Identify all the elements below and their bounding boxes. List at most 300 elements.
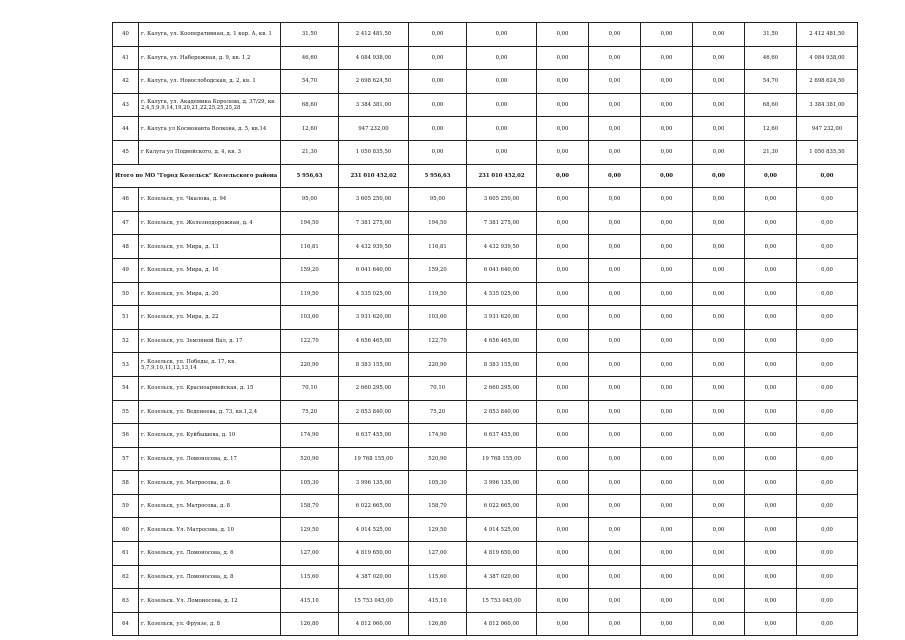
value-cell-c6: 7 381 275,00 <box>467 211 537 235</box>
value-cell-c11: 0,00 <box>745 424 797 448</box>
row-number-cell: 40 <box>113 23 139 47</box>
value-cell-c7: 0,00 <box>537 188 589 212</box>
value-cell-c8: 0,00 <box>589 494 641 518</box>
value-cell-c7: 0,00 <box>537 282 589 306</box>
value-cell-c12: 3 384 381,00 <box>797 93 858 117</box>
row-number-cell: 62 <box>113 565 139 589</box>
value-cell-c3: 68,60 <box>281 93 339 117</box>
value-cell-c4: 3 384 381,00 <box>339 93 409 117</box>
value-cell-c10: 0,00 <box>693 376 745 400</box>
value-cell-c4: 2 698 624,50 <box>339 70 409 94</box>
value-cell-c8: 0,00 <box>589 565 641 589</box>
value-cell-c12: 0,00 <box>797 424 858 448</box>
table-row <box>113 471 858 495</box>
row-number-cell: 53 <box>113 353 139 377</box>
row-number-cell: 49 <box>113 258 139 282</box>
table-row <box>113 306 858 330</box>
table-row <box>113 117 858 141</box>
value-cell-c5: 122,70 <box>409 329 467 353</box>
value-cell-c5: 129,50 <box>409 518 467 542</box>
value-cell-c4: 231 010 452,02 <box>339 164 409 188</box>
row-number-cell: 57 <box>113 447 139 471</box>
table-row <box>113 589 858 613</box>
value-cell-c4: 8 383 155,00 <box>339 353 409 377</box>
address-cell: г. Козельск, ул. Земляной Вал, д. 17 <box>139 329 281 353</box>
row-number-cell: 60 <box>113 518 139 542</box>
value-cell-c9: 0,00 <box>641 70 693 94</box>
value-cell-c7: 0,00 <box>537 23 589 47</box>
table-row <box>113 400 858 424</box>
table-row <box>113 46 858 70</box>
value-cell-c3: 12,60 <box>281 117 339 141</box>
value-cell-c4: 7 381 275,00 <box>339 211 409 235</box>
row-number-cell: 56 <box>113 424 139 448</box>
value-cell-c5: 127,00 <box>409 542 467 566</box>
value-cell-c3: 70,10 <box>281 376 339 400</box>
value-cell-c11: 0,00 <box>745 258 797 282</box>
value-cell-c3: 158,70 <box>281 494 339 518</box>
value-cell-c3: 115,60 <box>281 565 339 589</box>
value-cell-c7: 0,00 <box>537 400 589 424</box>
value-cell-c6: 0,00 <box>467 117 537 141</box>
value-cell-c6: 4 656 465,00 <box>467 329 537 353</box>
address-cell: г. Калуга, ул. Новослободская, д. 2, кв. 1 <box>139 70 281 94</box>
value-cell-c12: 0,00 <box>797 282 858 306</box>
value-cell-c6: 15 753 045,00 <box>467 589 537 613</box>
value-cell-c5: 194,50 <box>409 211 467 235</box>
value-cell-c11: 0,00 <box>745 306 797 330</box>
row-number-cell: 42 <box>113 70 139 94</box>
value-cell-c7: 0,00 <box>537 447 589 471</box>
value-cell-c7: 0,00 <box>537 494 589 518</box>
value-cell-c9: 0,00 <box>641 447 693 471</box>
value-cell-c4: 4 432 939,50 <box>339 235 409 259</box>
table-row <box>113 211 858 235</box>
value-cell-c3: 122,70 <box>281 329 339 353</box>
value-cell-c4: 4 914 525,00 <box>339 518 409 542</box>
value-cell-c8: 0,00 <box>589 235 641 259</box>
value-cell-c12: 0,00 <box>797 353 858 377</box>
value-cell-c10: 0,00 <box>693 518 745 542</box>
table-row <box>113 329 858 353</box>
value-cell-c11: 0,00 <box>745 376 797 400</box>
value-cell-c10: 0,00 <box>693 589 745 613</box>
value-cell-c9: 0,00 <box>641 542 693 566</box>
table-row <box>113 258 858 282</box>
value-cell-c7: 0,00 <box>537 589 589 613</box>
value-cell-c11: 31,50 <box>745 23 797 47</box>
value-cell-c9: 0,00 <box>641 164 693 188</box>
row-number-cell: 51 <box>113 306 139 330</box>
value-cell-c6: 6 022 665,00 <box>467 494 537 518</box>
value-cell-c6: 0,00 <box>467 93 537 117</box>
value-cell-c10: 0,00 <box>693 164 745 188</box>
value-cell-c5: 5 956,63 <box>409 164 467 188</box>
value-cell-c6: 0,00 <box>467 140 537 164</box>
table-row <box>113 282 858 306</box>
value-cell-c3: 31,50 <box>281 23 339 47</box>
value-cell-c12: 0,00 <box>797 211 858 235</box>
value-cell-c9: 0,00 <box>641 376 693 400</box>
value-cell-c8: 0,00 <box>589 542 641 566</box>
address-cell: г. Козельск, ул. Победы, д. 17, кв. 5,7,9,10,11,12,13,14 <box>139 353 281 377</box>
value-cell-c12: 0,00 <box>797 471 858 495</box>
value-cell-c4: 6 022 665,00 <box>339 494 409 518</box>
value-cell-c6: 4 535 025,00 <box>467 282 537 306</box>
value-cell-c3: 21,30 <box>281 140 339 164</box>
value-cell-c10: 0,00 <box>693 612 745 636</box>
row-number-cell: 55 <box>113 400 139 424</box>
value-cell-c6: 3 996 135,00 <box>467 471 537 495</box>
row-number-cell: 43 <box>113 93 139 117</box>
value-cell-c8: 0,00 <box>589 70 641 94</box>
value-cell-c9: 0,00 <box>641 188 693 212</box>
value-cell-c5: 520,90 <box>409 447 467 471</box>
address-cell: г. Козельск, ул. Мира, д. 22 <box>139 306 281 330</box>
value-cell-c9: 0,00 <box>641 93 693 117</box>
value-cell-c7: 0,00 <box>537 353 589 377</box>
value-cell-c11: 0,00 <box>745 188 797 212</box>
value-cell-c11: 0,00 <box>745 542 797 566</box>
table-row <box>113 565 858 589</box>
value-cell-c3: 75,20 <box>281 400 339 424</box>
value-cell-c10: 0,00 <box>693 46 745 70</box>
row-number-cell: 61 <box>113 542 139 566</box>
value-cell-c4: 3 996 135,00 <box>339 471 409 495</box>
value-cell-c8: 0,00 <box>589 306 641 330</box>
value-cell-c8: 0,00 <box>589 188 641 212</box>
value-cell-c4: 2 853 840,00 <box>339 400 409 424</box>
value-cell-c8: 0,00 <box>589 140 641 164</box>
value-cell-c6: 19 768 155,00 <box>467 447 537 471</box>
value-cell-c8: 0,00 <box>589 46 641 70</box>
value-cell-c3: 126,80 <box>281 612 339 636</box>
value-cell-c10: 0,00 <box>693 471 745 495</box>
value-cell-c3: 119,50 <box>281 282 339 306</box>
value-cell-c10: 0,00 <box>693 23 745 47</box>
value-cell-c4: 3 605 250,00 <box>339 188 409 212</box>
value-cell-c12: 0,00 <box>797 565 858 589</box>
value-cell-c5: 174,90 <box>409 424 467 448</box>
value-cell-c4: 19 768 155,00 <box>339 447 409 471</box>
value-cell-c11: 0,00 <box>745 329 797 353</box>
value-cell-c6: 0,00 <box>467 23 537 47</box>
value-cell-c12: 2 698 624,50 <box>797 70 858 94</box>
address-cell: г. Козельск, ул. Мира, д. 20 <box>139 282 281 306</box>
value-cell-c5: 70,10 <box>409 376 467 400</box>
address-cell: г. Козельск, ул. Красноармейская, д. 15 <box>139 376 281 400</box>
value-cell-c5: 75,20 <box>409 400 467 424</box>
table-row <box>113 612 858 636</box>
value-cell-c8: 0,00 <box>589 23 641 47</box>
table-row <box>113 140 858 164</box>
value-cell-c9: 0,00 <box>641 306 693 330</box>
value-cell-c3: 159,20 <box>281 258 339 282</box>
value-cell-c8: 0,00 <box>589 258 641 282</box>
value-cell-c9: 0,00 <box>641 424 693 448</box>
value-cell-c6: 4 819 650,00 <box>467 542 537 566</box>
value-cell-c3: 105,30 <box>281 471 339 495</box>
value-cell-c11: 21,30 <box>745 140 797 164</box>
value-cell-c5: 103,60 <box>409 306 467 330</box>
value-cell-c11: 46,60 <box>745 46 797 70</box>
row-number-cell: 52 <box>113 329 139 353</box>
value-cell-c6: 3 931 620,00 <box>467 306 537 330</box>
value-cell-c8: 0,00 <box>589 282 641 306</box>
value-cell-c12: 0,00 <box>797 589 858 613</box>
value-cell-c9: 0,00 <box>641 258 693 282</box>
row-number-cell: 47 <box>113 211 139 235</box>
address-cell: г. Козельск, ул. Ломоносова, д. 17 <box>139 447 281 471</box>
address-cell: г. Калуга, ул. Кооперативная, д. 1 кор. А, кв. 1 <box>139 23 281 47</box>
value-cell-c5: 115,60 <box>409 565 467 589</box>
value-cell-c9: 0,00 <box>641 211 693 235</box>
table-row <box>113 23 858 47</box>
value-cell-c11: 0,00 <box>745 211 797 235</box>
value-cell-c5: 0,00 <box>409 117 467 141</box>
row-number-cell: 48 <box>113 235 139 259</box>
table-row <box>113 93 858 117</box>
value-cell-c5: 0,00 <box>409 140 467 164</box>
value-cell-c12: 0,00 <box>797 329 858 353</box>
value-cell-c5: 415,10 <box>409 589 467 613</box>
address-cell: г Калуга ул Подвойского, д. 4, кв. 3 <box>139 140 281 164</box>
value-cell-c10: 0,00 <box>693 117 745 141</box>
total-label: Итого по МО "Город Козельск" Козельского района <box>113 164 281 188</box>
value-cell-c6: 2 660 295,00 <box>467 376 537 400</box>
value-cell-c4: 4 387 020,00 <box>339 565 409 589</box>
row-number-cell: 59 <box>113 494 139 518</box>
value-cell-c4: 4 535 025,00 <box>339 282 409 306</box>
housing-table <box>112 22 858 636</box>
value-cell-c9: 0,00 <box>641 235 693 259</box>
value-cell-c6: 6 637 455,00 <box>467 424 537 448</box>
value-cell-c5: 0,00 <box>409 46 467 70</box>
value-cell-c8: 0,00 <box>589 117 641 141</box>
value-cell-c4: 3 931 620,00 <box>339 306 409 330</box>
address-cell: г. Калуга, ул. Академика Королева, д. 37/29, кв. 2,4,5,9,9,14,19,20,21,22,25,25,25,28 <box>139 93 281 117</box>
value-cell-c12: 0,00 <box>797 258 858 282</box>
value-cell-c11: 0,00 <box>745 235 797 259</box>
value-cell-c8: 0,00 <box>589 589 641 613</box>
value-cell-c5: 159,20 <box>409 258 467 282</box>
value-cell-c3: 174,90 <box>281 424 339 448</box>
value-cell-c9: 0,00 <box>641 565 693 589</box>
value-cell-c11: 0,00 <box>745 494 797 518</box>
value-cell-c8: 0,00 <box>589 164 641 188</box>
value-cell-c7: 0,00 <box>537 235 589 259</box>
value-cell-c7: 0,00 <box>537 164 589 188</box>
value-cell-c12: 4 084 938,00 <box>797 46 858 70</box>
row-number-cell: 64 <box>113 612 139 636</box>
value-cell-c5: 95,00 <box>409 188 467 212</box>
value-cell-c12: 0,00 <box>797 376 858 400</box>
value-cell-c12: 2 412 481,50 <box>797 23 858 47</box>
value-cell-c11: 0,00 <box>745 565 797 589</box>
value-cell-c9: 0,00 <box>641 400 693 424</box>
value-cell-c10: 0,00 <box>693 447 745 471</box>
address-cell: г. Козельск, ул. Матросова, д. 8 <box>139 494 281 518</box>
value-cell-c7: 0,00 <box>537 46 589 70</box>
value-cell-c10: 0,00 <box>693 329 745 353</box>
value-cell-c9: 0,00 <box>641 46 693 70</box>
value-cell-c8: 0,00 <box>589 376 641 400</box>
value-cell-c4: 1 050 835,50 <box>339 140 409 164</box>
value-cell-c3: 5 956,63 <box>281 164 339 188</box>
value-cell-c3: 103,60 <box>281 306 339 330</box>
row-number-cell: 63 <box>113 589 139 613</box>
value-cell-c12: 0,00 <box>797 612 858 636</box>
value-cell-c8: 0,00 <box>589 424 641 448</box>
value-cell-c12: 0,00 <box>797 306 858 330</box>
value-cell-c9: 0,00 <box>641 140 693 164</box>
value-cell-c3: 116,81 <box>281 235 339 259</box>
value-cell-c5: 0,00 <box>409 23 467 47</box>
value-cell-c4: 6 041 640,00 <box>339 258 409 282</box>
value-cell-c8: 0,00 <box>589 400 641 424</box>
value-cell-c11: 0,00 <box>745 447 797 471</box>
value-cell-c6: 4 812 060,00 <box>467 612 537 636</box>
value-cell-c10: 0,00 <box>693 188 745 212</box>
value-cell-c12: 0,00 <box>797 164 858 188</box>
value-cell-c5: 126,80 <box>409 612 467 636</box>
value-cell-c8: 0,00 <box>589 471 641 495</box>
value-cell-c9: 0,00 <box>641 518 693 542</box>
value-cell-c7: 0,00 <box>537 565 589 589</box>
value-cell-c7: 0,00 <box>537 93 589 117</box>
table-row <box>113 542 858 566</box>
value-cell-c9: 0,00 <box>641 353 693 377</box>
row-number-cell: 54 <box>113 376 139 400</box>
table-row <box>113 518 858 542</box>
value-cell-c8: 0,00 <box>589 353 641 377</box>
value-cell-c10: 0,00 <box>693 306 745 330</box>
address-cell: г. Козельск, ул. Куйбышева, д. 10 <box>139 424 281 448</box>
value-cell-c7: 0,00 <box>537 424 589 448</box>
value-cell-c7: 0,00 <box>537 70 589 94</box>
value-cell-c10: 0,00 <box>693 542 745 566</box>
value-cell-c11: 0,00 <box>745 164 797 188</box>
value-cell-c9: 0,00 <box>641 612 693 636</box>
value-cell-c7: 0,00 <box>537 117 589 141</box>
value-cell-c11: 0,00 <box>745 282 797 306</box>
value-cell-c5: 119,50 <box>409 282 467 306</box>
value-cell-c10: 0,00 <box>693 140 745 164</box>
value-cell-c12: 0,00 <box>797 400 858 424</box>
value-cell-c4: 2 412 481,50 <box>339 23 409 47</box>
value-cell-c3: 129,50 <box>281 518 339 542</box>
value-cell-c6: 3 605 250,00 <box>467 188 537 212</box>
value-cell-c12: 0,00 <box>797 518 858 542</box>
value-cell-c3: 127,00 <box>281 542 339 566</box>
row-number-cell: 50 <box>113 282 139 306</box>
value-cell-c6: 231 010 452,02 <box>467 164 537 188</box>
table-row <box>113 376 858 400</box>
value-cell-c10: 0,00 <box>693 211 745 235</box>
value-cell-c10: 0,00 <box>693 400 745 424</box>
value-cell-c11: 0,00 <box>745 353 797 377</box>
table-body <box>113 23 858 636</box>
table-row <box>113 447 858 471</box>
value-cell-c8: 0,00 <box>589 518 641 542</box>
value-cell-c11: 68,60 <box>745 93 797 117</box>
value-cell-c6: 8 383 155,00 <box>467 353 537 377</box>
table-row <box>113 70 858 94</box>
value-cell-c12: 0,00 <box>797 447 858 471</box>
value-cell-c11: 12,60 <box>745 117 797 141</box>
value-cell-c10: 0,00 <box>693 282 745 306</box>
address-cell: г. Козельск, ул. Чкалова, д. 94 <box>139 188 281 212</box>
value-cell-c8: 0,00 <box>589 447 641 471</box>
value-cell-c6: 4 914 525,00 <box>467 518 537 542</box>
address-cell: г. Козельск, ул. Железнодорожная, д. 4 <box>139 211 281 235</box>
value-cell-c8: 0,00 <box>589 612 641 636</box>
table-row <box>113 188 858 212</box>
value-cell-c3: 520,90 <box>281 447 339 471</box>
address-cell: г. Калуга ул Космонавта Волкова, д. 5, кв.14 <box>139 117 281 141</box>
value-cell-c12: 0,00 <box>797 188 858 212</box>
value-cell-c9: 0,00 <box>641 589 693 613</box>
value-cell-c4: 4 812 060,00 <box>339 612 409 636</box>
value-cell-c6: 0,00 <box>467 46 537 70</box>
value-cell-c5: 0,00 <box>409 70 467 94</box>
value-cell-c8: 0,00 <box>589 329 641 353</box>
value-cell-c12: 0,00 <box>797 542 858 566</box>
value-cell-c8: 0,00 <box>589 211 641 235</box>
value-cell-c9: 0,00 <box>641 117 693 141</box>
value-cell-c7: 0,00 <box>537 306 589 330</box>
value-cell-c10: 0,00 <box>693 424 745 448</box>
address-cell: г. Козельск, ул. Фрунзе, д. 8 <box>139 612 281 636</box>
value-cell-c10: 0,00 <box>693 235 745 259</box>
value-cell-c4: 4 084 938,00 <box>339 46 409 70</box>
address-cell: г. Козельск, ул. Ломоносова, д. 6 <box>139 542 281 566</box>
value-cell-c10: 0,00 <box>693 353 745 377</box>
value-cell-c7: 0,00 <box>537 471 589 495</box>
table-row <box>113 494 858 518</box>
value-cell-c7: 0,00 <box>537 612 589 636</box>
value-cell-c9: 0,00 <box>641 471 693 495</box>
value-cell-c3: 194,50 <box>281 211 339 235</box>
value-cell-c12: 947 232,00 <box>797 117 858 141</box>
value-cell-c3: 46,60 <box>281 46 339 70</box>
value-cell-c4: 15 753 045,00 <box>339 589 409 613</box>
address-cell: г. Калуга, ул. Набережная, д. 9, кв. 1,2 <box>139 46 281 70</box>
value-cell-c7: 0,00 <box>537 140 589 164</box>
value-cell-c7: 0,00 <box>537 329 589 353</box>
row-number-cell: 41 <box>113 46 139 70</box>
table-row <box>113 235 858 259</box>
value-cell-c11: 54,70 <box>745 70 797 94</box>
value-cell-c5: 116,81 <box>409 235 467 259</box>
value-cell-c6: 2 853 840,00 <box>467 400 537 424</box>
row-number-cell: 45 <box>113 140 139 164</box>
value-cell-c4: 4 819 650,00 <box>339 542 409 566</box>
value-cell-c11: 0,00 <box>745 518 797 542</box>
document-page <box>112 22 845 636</box>
value-cell-c8: 0,00 <box>589 93 641 117</box>
value-cell-c4: 4 656 465,00 <box>339 329 409 353</box>
value-cell-c5: 158,70 <box>409 494 467 518</box>
address-cell: г. Козельск. Ул. Матросова, д. 10 <box>139 518 281 542</box>
total-row <box>113 164 858 188</box>
value-cell-c12: 1 050 835,50 <box>797 140 858 164</box>
value-cell-c5: 220,90 <box>409 353 467 377</box>
row-number-cell: 44 <box>113 117 139 141</box>
value-cell-c10: 0,00 <box>693 258 745 282</box>
value-cell-c6: 0,00 <box>467 70 537 94</box>
address-cell: г. Козельск, ул. Ломоносова, д. 8 <box>139 565 281 589</box>
